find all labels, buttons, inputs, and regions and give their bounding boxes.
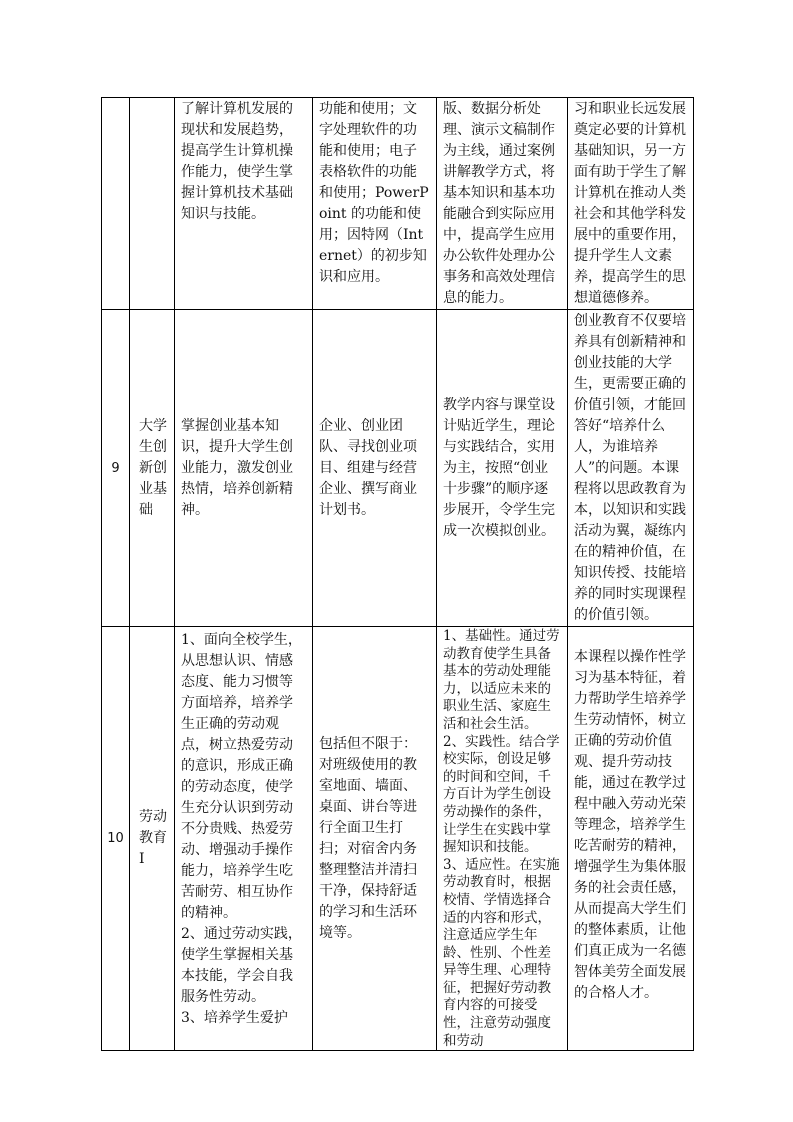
objective-item: 3、培养学生爱护 xyxy=(181,1010,288,1026)
requirements-text: 教学内容与课堂设计贴近学生，理论与实践结合，实用为主，按照“创业十步骤”的顺序逐步展开，令学生完成一次模拟创业。 xyxy=(443,397,555,539)
ideology-text: 习和职业长远发展奠定必要的计算机基础知识，另一方面有助于学生了解计算机在推动人类社会和其他学科发展中的重要作用，提升学生人文素养，提高学生的思想道德修养。 xyxy=(574,101,686,306)
ideology-cell xyxy=(568,98,694,310)
content-text: 企业、创业团队、寻找创业项目、组建与经营企业、撰写商业计划书。 xyxy=(319,418,417,518)
requirements-cell xyxy=(437,98,568,310)
objective-text: 掌握创业基本知识，提升大学生创业能力，激发创业热情，培养创新精神。 xyxy=(181,418,293,518)
requirements-item: 1、基础性。通过劳动教育使学生具备基本的劳动处理能力，以适应未来的职业生活、家庭生活和社会生活。 xyxy=(443,628,560,732)
objective-cell xyxy=(175,310,313,627)
objective-item: 1、面向全校学生，从思想认识、情感态度、能力习惯等方面培养，培养学生正确的劳动观点，树立热爱劳动的意识，形成正确的劳动态度，使学生充分认识到劳动不分贵贱、热爱劳动、增强动手操作能力，培养学生吃苦耐劳、相互协作的精神。 xyxy=(181,632,302,921)
course-number-cell: 10 xyxy=(102,627,130,1051)
requirements-text: 版、数据分析处理、演示文稿制作为主线，通过案例讲解教学方式，将基本知识和基本功能融合到实际应用中，提高学生应用办公软件处理办公事务和高效处理信息的能力。 xyxy=(443,101,555,306)
content-text: 包括但不限于：对班级使用的教室地面、墙面、桌面、讲台等进行全面卫生打扫；对宿舍内务整理整洁并清扫干净，保持舒适的学习和生活环境等。 xyxy=(319,736,417,942)
ideology-cell xyxy=(568,310,694,627)
requirements-cell xyxy=(437,310,568,627)
objective-cell xyxy=(175,627,313,1051)
curriculum-table xyxy=(101,97,694,1051)
content-cell xyxy=(313,310,437,627)
content-text: 功能和使用；文字处理软件的功能和使用；电子表格软件的功能和使用；PowerPoint 的功能和使用；因特网（Internet）的初步知识和应用。 xyxy=(319,101,429,285)
objective-text: 了解计算机发展的现状和发展趋势，提高学生计算机操作能力，使学生掌握计算机技术基础知识与技能。 xyxy=(181,101,293,222)
objective-cell xyxy=(175,98,313,310)
requirements-list xyxy=(437,627,567,1050)
objective-list xyxy=(175,627,312,1029)
course-number-cell: 9 xyxy=(102,310,130,627)
objective-item: 2、通过劳动实践，使学生掌握相关基本技能，学会自我服务性劳动。 xyxy=(181,926,302,1005)
content-cell xyxy=(313,98,437,310)
course-name-cell xyxy=(130,310,175,627)
ideology-text: 创业教育不仅要培养具有创新精神和创业技能的大学生，更需要正确的价值引领，才能回答好“培养什么人，为谁培养人”的问题。本课程将以思政教育为本，以知识和实践活动为翼，凝练内在的精神价值，在知识传授、技能培养的同时实现课程的价值引领。 xyxy=(574,313,686,623)
table-row xyxy=(102,310,694,627)
course-name-cell xyxy=(130,627,175,1051)
course-name-cell xyxy=(130,98,175,310)
requirements-item: 3、适应性。在实施劳动教育时，根据校情、学情选择合适的内容和形式，注意适应学生年龄、性别、个性差异等生理、心理特征，把握好劳动教育内容的可接受性，注意劳动强度和劳动 xyxy=(443,856,560,1049)
ideology-cell xyxy=(568,627,694,1051)
requirements-cell xyxy=(437,627,568,1051)
requirements-item: 2、实践性。结合学校实际，创设足够的时间和空间，千方百计为学生创设劳动操作的条件，让学生在实践中掌握知识和技能。 xyxy=(443,733,560,856)
content-cell xyxy=(313,627,437,1051)
course-name-text: 大学生创新创业基础 xyxy=(139,417,167,518)
course-name-text: 劳动教育Ⅰ xyxy=(139,809,167,868)
table-row xyxy=(102,98,694,310)
ideology-text: 本课程以操作性学习为基本特征，着力帮助学生培养学生劳动情怀，树立正确的劳动价值观、提升劳动技能，通过在教学过程中融入劳动光荣等理念，培养学生吃苦耐劳的精神，增强学生为集体服务的社会责任感，从而提高大学生们的整体素质，让他们真正成为一名德智体美劳全面发展的合格人才。 xyxy=(574,649,686,1001)
table-row xyxy=(102,627,694,1051)
course-number-cell xyxy=(102,98,130,310)
